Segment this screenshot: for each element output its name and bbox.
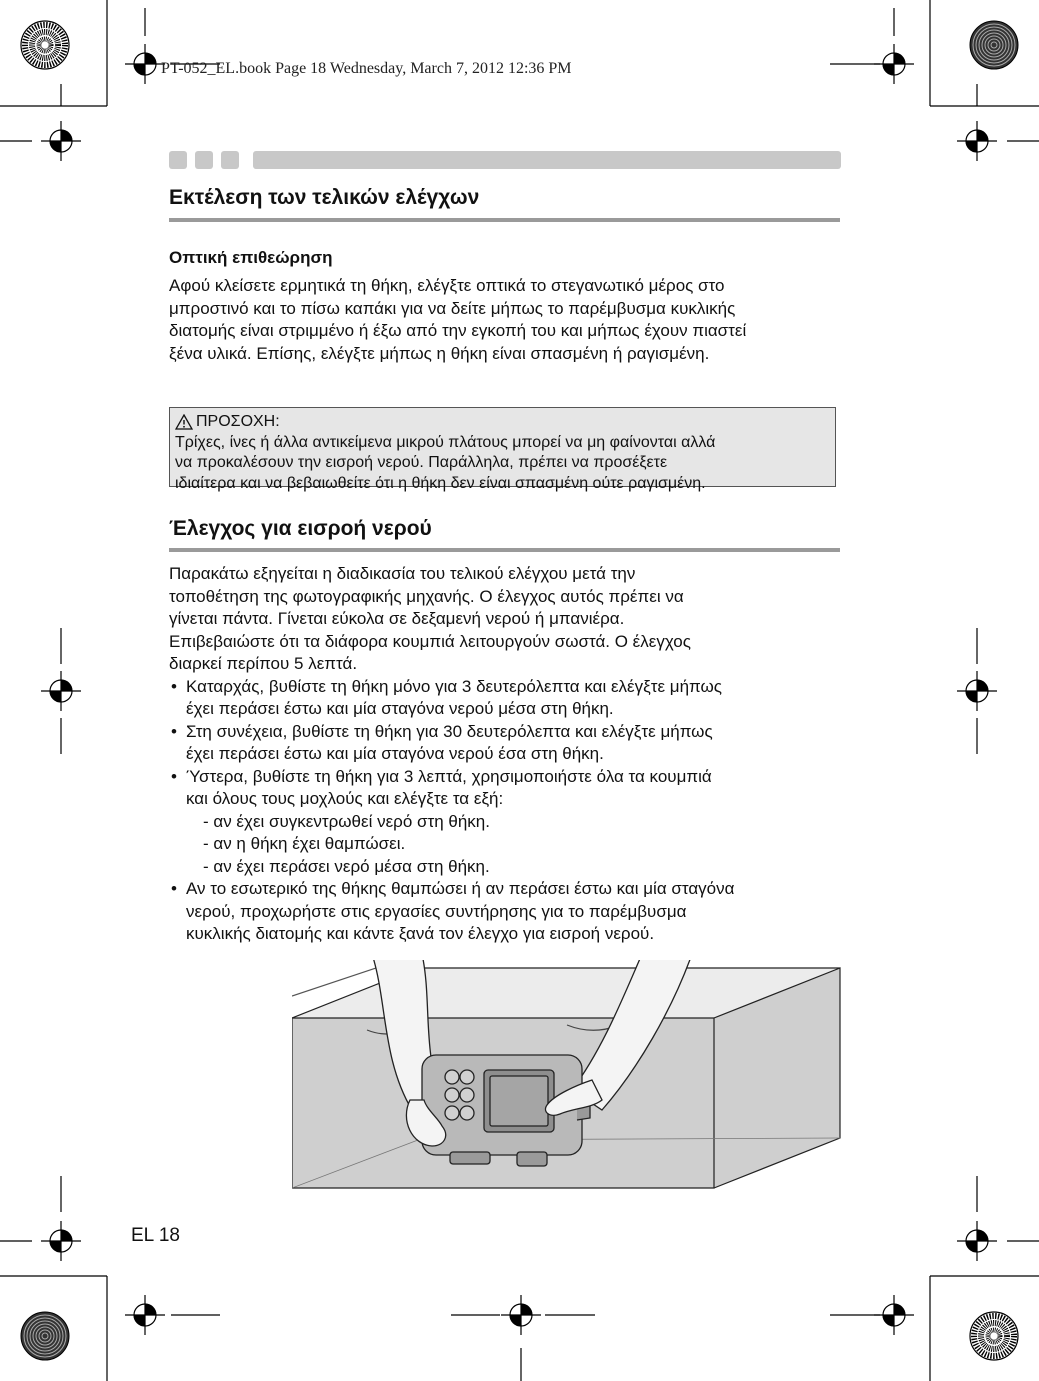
text-line: μπροστινό και το πίσω καπάκι για να δείτε μήπως το παρέμβυσμα κυκλικής [169,298,736,318]
text-line: γίνεται πάντα. Γίνεται εύκολα σε δεξαμενή νερού ή μπανιέρα. [169,609,625,628]
warning-triangle-icon [175,414,193,430]
steps-list [169,676,849,946]
caution-line: να προκαλέσουν την εισροή νερού. Παράλληλα, πρέπει να προσέξετε [175,454,668,471]
print-file-info: PT-052_EL.book Page 18 Wednesday, March 7, 2012 12:36 PM [161,60,572,77]
text-line: έχει περάσει έστω και μία σταγόνα νερού μέσα στη θήκη. [186,699,614,718]
text-line: Ύστερα, βυθίστε τη θήκη για 3 λεπτά, χρησιμοποιήστε όλα τα κουμπιά [186,766,712,786]
text-line: διατομής είναι στριμμένο ή έξω από την εγκοπή του και μήπως έχουν πιαστεί [169,321,747,340]
text-line: τοποθέτηση της φωτογραφικής μηχανής. Ο έλεγχος αυτός πρέπει να [169,586,684,606]
bullet-symbol: • [171,721,177,741]
sub-item: - αν έχει συγκεντρωθεί νερό στη θήκη. [203,811,490,831]
text-line: έχει περάσει έστω και μία σταγόνα νερού έσα στη θήκη. [186,744,604,763]
section-title-final-checks: Εκτέλεση των τελικών ελέγχων [169,186,480,209]
water-tank-illustration [292,960,852,1192]
list-item [169,721,849,766]
decoration-square [221,151,239,169]
text-line: Καταρχάς, βυθίστε τη θήκη μόνο για 3 δευτερόλεπτα και ελέγξτε μήπως [186,676,722,696]
section-rule [169,218,840,222]
caution-title [175,412,829,433]
text-line: Στη συνέχεια, βυθίστε τη θήκη για 30 δευτερόλεπτα και ελέγξτε μήπως [186,721,713,741]
section-rule [169,548,840,552]
text-line: ξένα υλικά. Επίσης, ελέγξτε μήπως η θήκη είναι σπασμένη ή ραγισμένη. [169,343,710,363]
list-item [169,766,849,879]
text-line: κυκλικής διατομής και κάντε ξανά τον έλεγχο για εισροή νερού. [186,924,655,943]
text-line: Αφού κλείσετε ερμητικά τη θήκη, ελέγξτε οπτικά το στεγανωτικό μέρος στο [169,276,725,295]
decoration-long-bar [253,151,841,169]
section-title-water-leak-check: Έλεγχος για εισροή νερού [169,517,432,540]
text-line: Αν το εσωτερικό της θήκης θαμπώσει ή αν περάσει έστω και μία σταγόνα [186,879,735,898]
sub-item: - αν η θήκη έχει θαμπώσει. [203,834,406,853]
page-number: EL 18 [131,1225,180,1246]
text-line: και όλους τους μοχλούς και ελέγξτε τα εξή: [186,789,504,808]
decoration-square [195,151,213,169]
sub-item: - αν έχει περάσει νερό μέσα στη θήκη. [203,856,490,876]
text-line: νερού, προχωρήστε στις εργασίες συντήρησης για το παρέμβυσμα [186,901,687,921]
leak-check-body [169,563,849,946]
text-line: Επιβεβαιώστε ότι τα διάφορα κουμπιά λειτουργούν σωστά. Ο έλεγχος [169,631,691,651]
bullet-symbol: • [171,676,177,696]
visual-inspection-paragraph [169,275,849,365]
caution-label: ΠΡΟΣΟΧΗ: [196,413,280,430]
caution-box [169,407,836,492]
text-line: διαρκεί περίπου 5 λεπτά. [169,654,358,673]
text-line: Παρακάτω εξηγείται η διαδικασία του τελικού ελέγχου μετά την [169,564,636,583]
bullet-symbol: • [171,766,177,786]
decoration-square [169,151,187,169]
section-decoration-bar [169,151,239,169]
caution-line: ιδιαίτερα και να βεβαιωθείτε ότι η θήκη δεν είναι σπασμένη ούτε ραγισμένη. [175,474,706,492]
subheading-visual-inspection: Οπτική επιθεώρηση [169,248,333,267]
list-item [169,676,849,721]
list-item [169,878,849,946]
bullet-symbol: • [171,879,177,898]
caution-line: Τρίχες, ίνες ή άλλα αντικείμενα μικρού πλάτους μπορεί να μη φαίνονται αλλά [175,433,716,451]
